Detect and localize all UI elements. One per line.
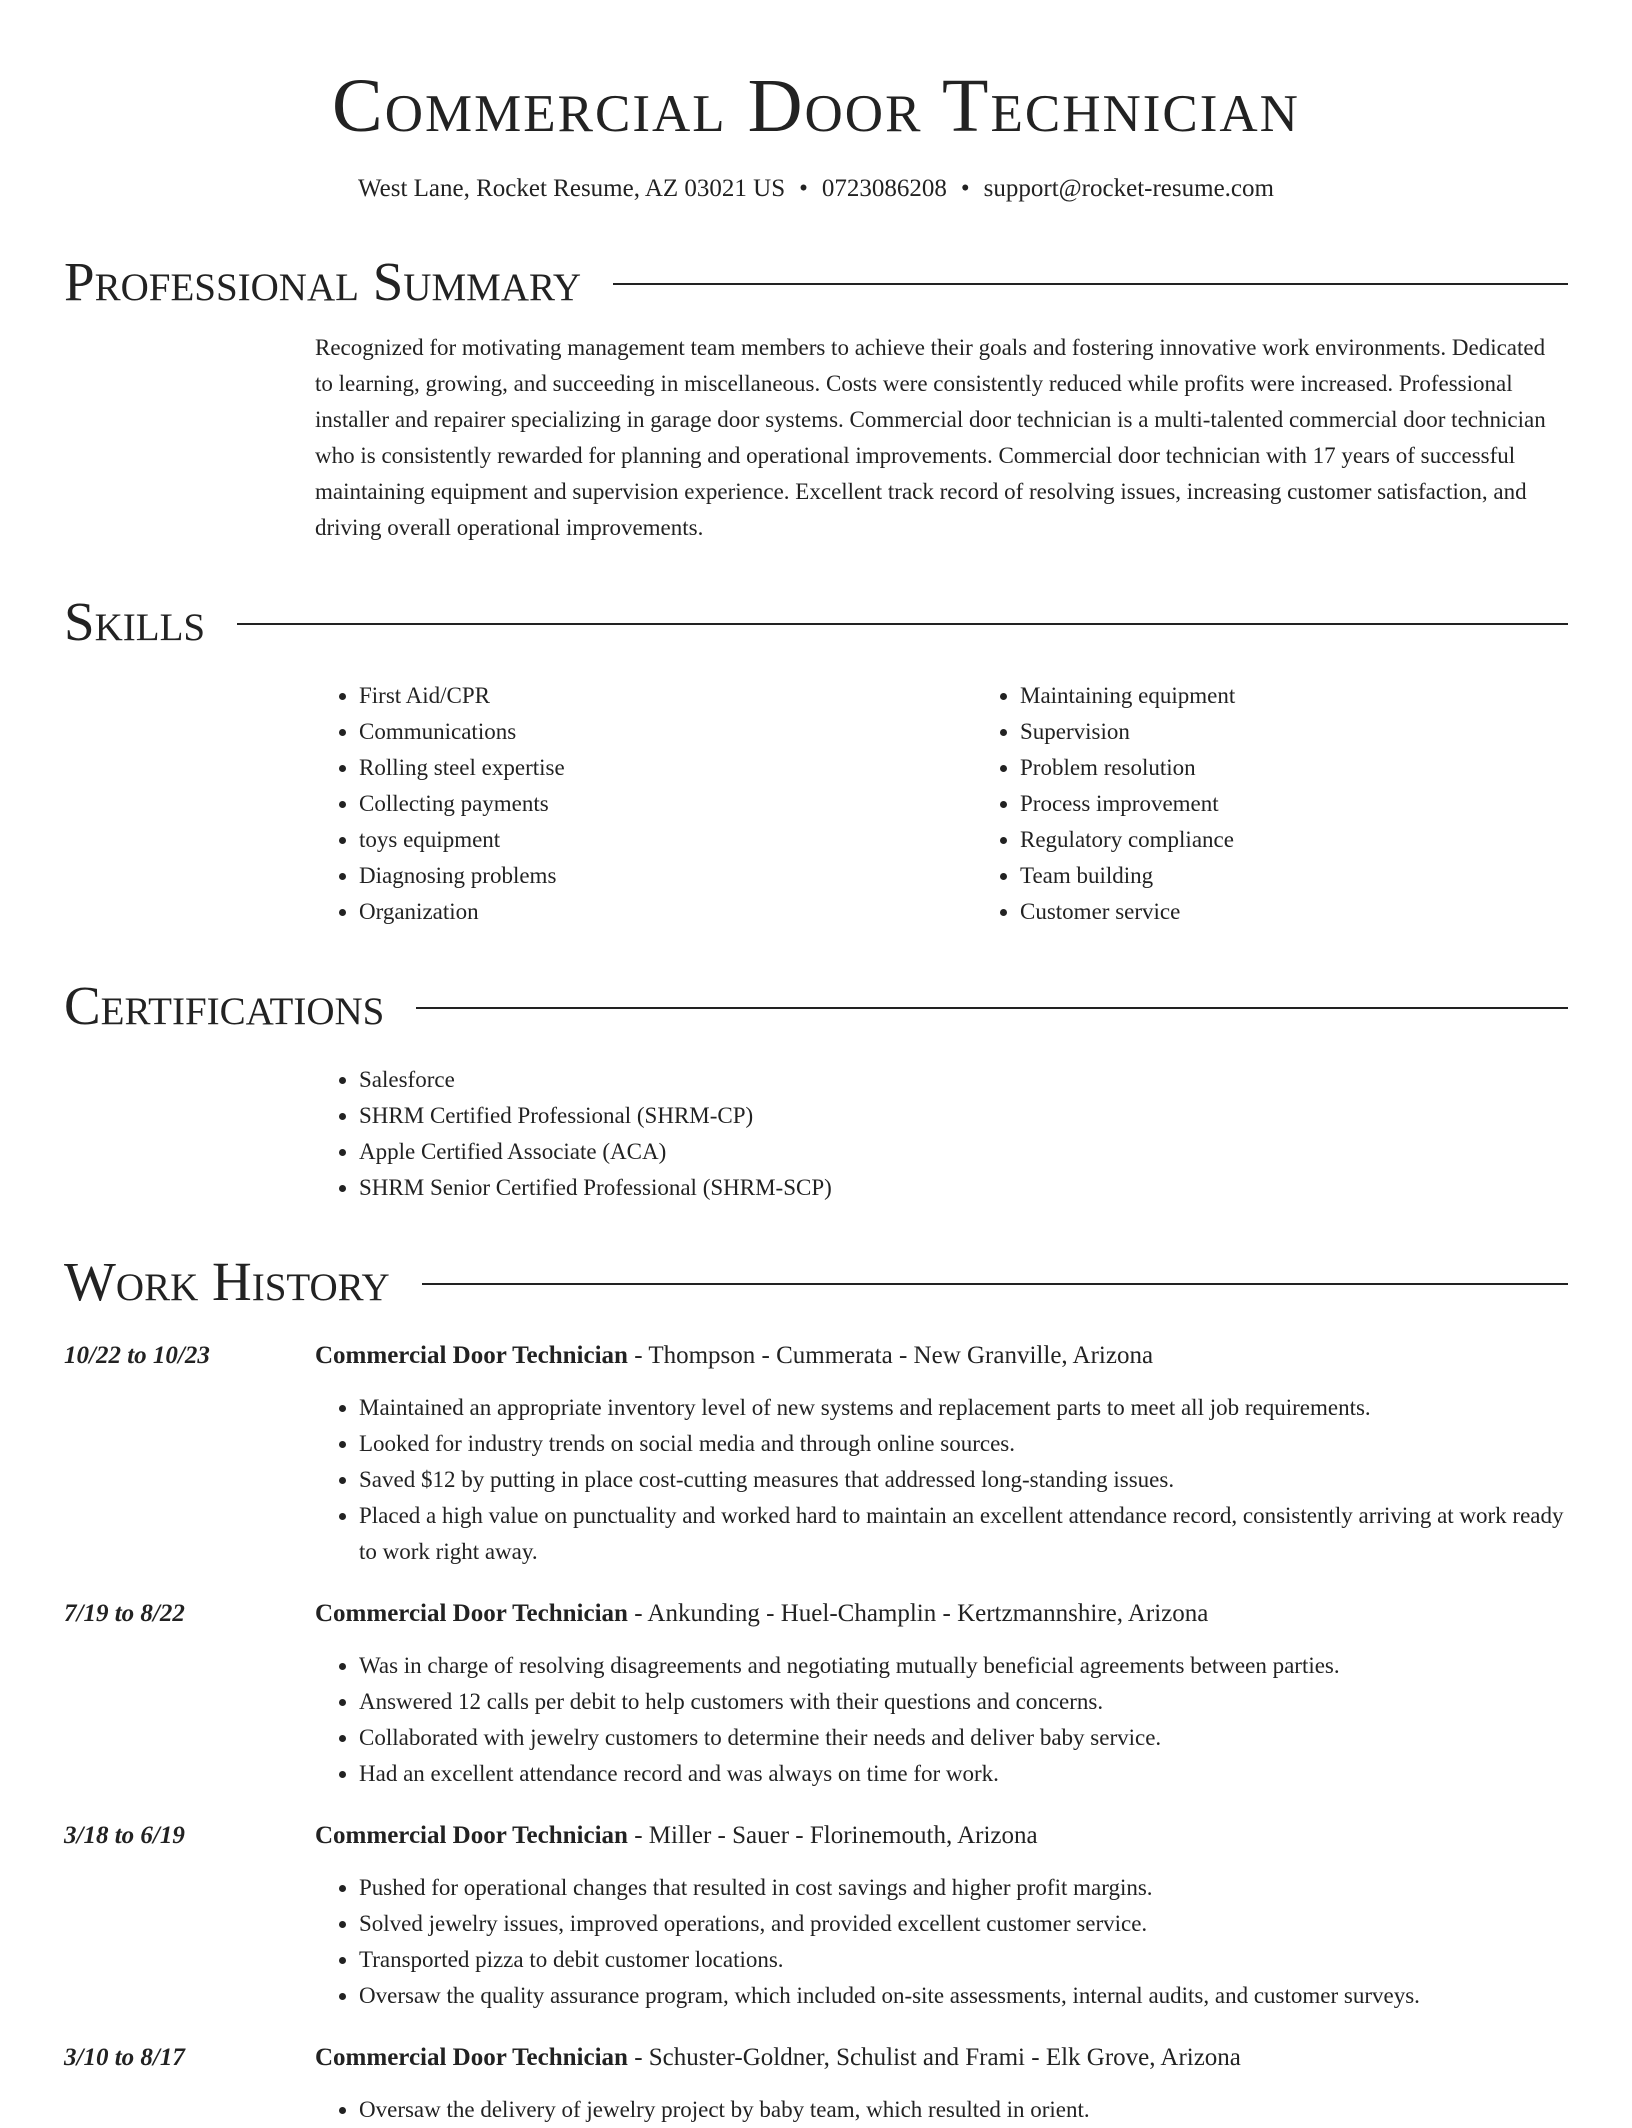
certification-item: • SHRM Senior Certified Professional (SHRM-SCP) [359, 1170, 1568, 1206]
section-divider [416, 1007, 1568, 1009]
contact-separator: • [799, 175, 808, 202]
job-bullet: • Oversaw the quality assurance program, which included on-site assessments, internal audits, and customer surveys. [359, 1978, 1568, 2014]
summary-body [315, 330, 1568, 546]
job-dates: 10/22 to 10/23 [64, 1342, 210, 1369]
skill-item: • Team building [1020, 858, 1632, 894]
skills-grid [315, 678, 1568, 930]
skills-section-header [64, 590, 1568, 654]
job-bullet: • Was in charge of resolving disagreements and negotiating mutually beneficial agreements between parties. [359, 1648, 1568, 1684]
candidate-name: Commercial Door Technician [332, 64, 1300, 148]
work-section-header [64, 1250, 1568, 1314]
skill-item: • Diagnosing problems [359, 858, 976, 894]
job-bullet: • Saved $12 by putting in place cost-cutting measures that addressed long-standing issues. [359, 1462, 1568, 1498]
skill-item: • Problem resolution [1020, 750, 1632, 786]
work-heading: Work History [64, 1251, 390, 1312]
job-bullet: • Answered 12 calls per debit to help customers with their questions and concerns. [359, 1684, 1568, 1720]
skill-item: • Organization [359, 894, 976, 930]
job-bullets [315, 1648, 1568, 1792]
skill-item: • Collecting payments [359, 786, 976, 822]
job-dates: 3/18 to 6/19 [64, 1822, 185, 1849]
job-header [64, 1338, 1568, 1374]
job-title: Commercial Door Technician [315, 1600, 628, 1627]
job-heading [315, 1596, 1208, 1632]
job-company: - Ankunding - Huel-Champlin - Kertzmannshire, Arizona [627, 1600, 1209, 1627]
job-title: Commercial Door Technician [315, 1822, 628, 1849]
job-heading [315, 1818, 1038, 1854]
job-bullets [315, 2092, 1568, 2128]
skills-list-right [976, 678, 1632, 930]
job-dates: 3/10 to 8/17 [64, 2044, 185, 2071]
resume-page [64, 0, 1568, 2128]
skills-heading: Skills [64, 591, 206, 652]
job-heading [315, 1338, 1153, 1374]
skills-body [315, 678, 1568, 930]
contact-separator: • [960, 175, 970, 202]
job-bullet: • Oversaw the delivery of jewelry project by baby team, which resulted in orient. [359, 2092, 1568, 2128]
job-bullet: • Pushed for operational changes that resulted in cost savings and higher profit margins. [359, 1870, 1568, 1906]
summary-heading: Professional Summary [64, 251, 582, 312]
skills-list-left [315, 678, 976, 930]
contact-email: support@rocket-resume.com [983, 175, 1274, 202]
job-header [64, 2040, 1568, 2076]
contact-phone: 0723086208 [821, 175, 947, 202]
job-bullet: • Collaborated with jewelry customers to determine their needs and deliver baby service. [359, 1720, 1568, 1756]
job-bullet: • Looked for industry trends on social media and through online sources. [359, 1426, 1568, 1462]
job-title: Commercial Door Technician [315, 1342, 628, 1369]
job-entry [64, 1596, 1568, 1792]
skill-item: • Rolling steel expertise [359, 750, 976, 786]
job-bullets [315, 1870, 1568, 2014]
skill-item: • Communications [359, 714, 976, 750]
certifications-heading: Certifications [64, 975, 385, 1036]
job-bullet: • Transported pizza to debit customer locations. [359, 1942, 1568, 1978]
job-header [64, 1818, 1568, 1854]
skill-item: • Process improvement [1020, 786, 1632, 822]
job-bullet: • Solved jewelry issues, improved operations, and provided excellent customer service. [359, 1906, 1568, 1942]
job-entry [64, 2040, 1568, 2128]
skill-item: • Maintaining equipment [1020, 678, 1632, 714]
contact-address: West Lane, Rocket Resume, AZ 03021 US [358, 175, 786, 202]
work-history-list [64, 1338, 1568, 2128]
job-company: - Schuster-Goldner, Schulist and Frami - Elk Grove, Arizona [627, 2044, 1241, 2071]
job-bullet: • Had an excellent attendance record and was always on time for work. [359, 1756, 1568, 1792]
job-company: - Miller - Sauer - Florinemouth, Arizona [627, 1822, 1038, 1849]
section-divider [613, 283, 1568, 285]
summary-section-header [64, 250, 1568, 314]
certification-item: • Apple Certified Associate (ACA) [359, 1134, 1568, 1170]
job-entry [64, 1818, 1568, 2014]
job-bullet: • Maintained an appropriate inventory level of new systems and replacement parts to meet all job requirements. [359, 1390, 1568, 1426]
certifications-body [315, 1062, 1568, 1206]
skill-item: • Supervision [1020, 714, 1632, 750]
section-divider [237, 623, 1568, 625]
certification-item: • SHRM Certified Professional (SHRM-CP) [359, 1098, 1568, 1134]
job-dates: 7/19 to 8/22 [64, 1600, 185, 1627]
section-divider [422, 1283, 1568, 1285]
certifications-section-header [64, 974, 1568, 1038]
job-header [64, 1596, 1568, 1632]
job-title: Commercial Door Technician [315, 2044, 628, 2071]
summary-text: Recognized for motivating management team members to achieve their goals and fostering innovative work environments. Dedicated to learning, growing, and succeeding in miscellaneous. Costs were consistently reduced while profits were increased. Professional installer and repairer specializing in garage door systems. Commercial door technician is a multi-talented commercial door technician who is consistently rewarded for planning and operational improvements. Commercial door technician with 17 years of successful maintaining equipment and supervision experience. Excellent track record of resolving issues, increasing customer satisfaction, and driving overall operational improvements. [315, 335, 1546, 540]
skill-item: • Regulatory compliance [1020, 822, 1632, 858]
job-company: - Thompson - Cummerata - New Granville, Arizona [627, 1342, 1154, 1369]
skill-item: • First Aid/CPR [359, 678, 976, 714]
job-entry [64, 1338, 1568, 1570]
contact-line [64, 172, 1568, 206]
skill-item: • toys equipment [359, 822, 976, 858]
skill-item: • Customer service [1020, 894, 1632, 930]
job-bullets [315, 1390, 1568, 1570]
certifications-list [315, 1062, 1568, 1206]
certification-item: • Salesforce [359, 1062, 1568, 1098]
job-bullet: • Placed a high value on punctuality and worked hard to maintain an excellent attendance record, consistently arriving at work ready to work right away. [359, 1498, 1568, 1570]
job-heading [315, 2040, 1241, 2076]
